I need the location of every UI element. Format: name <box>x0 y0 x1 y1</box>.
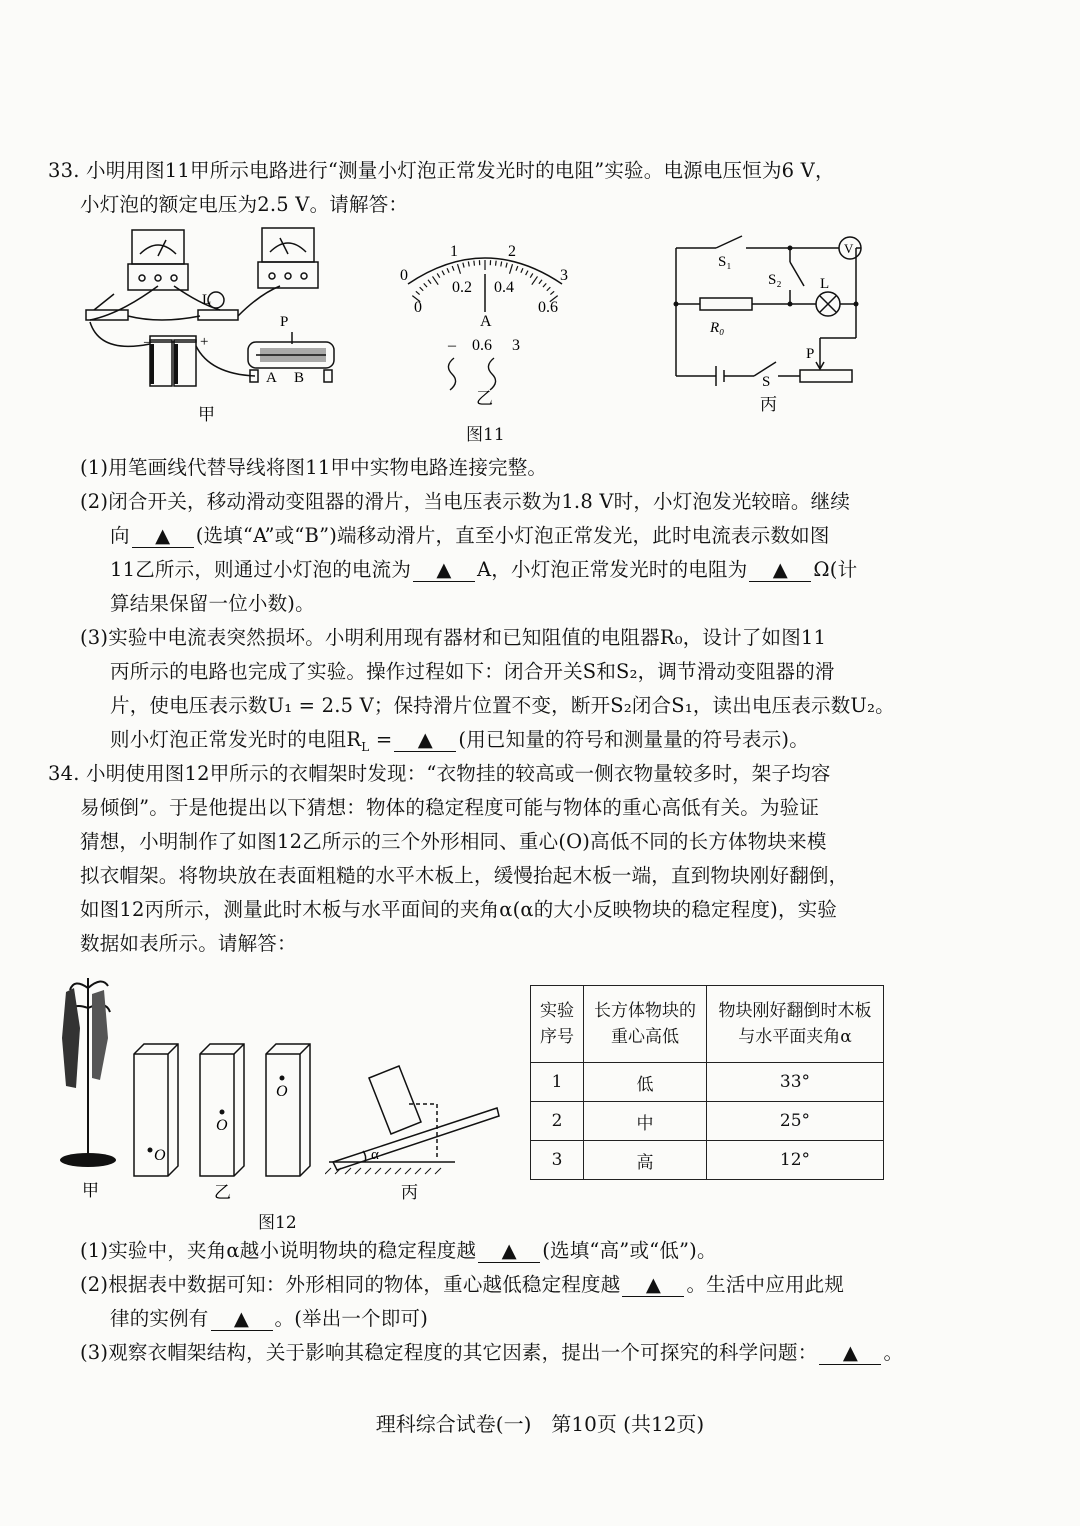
tick-bottom-06: 0.6 <box>538 299 558 316</box>
figure-12-jia-coat-rack <box>52 968 132 1208</box>
label-l: L <box>202 292 212 308</box>
q34-part2-line2 <box>110 1306 428 1332</box>
q33-part3-line4 <box>110 727 809 760</box>
q34-part1-text-b: (选填“高”或“低”)。 <box>542 1239 717 1262</box>
circuit-label-s: S <box>762 374 771 390</box>
q33-blank-4[interactable]: ▲ <box>394 729 456 752</box>
q34-blank-1[interactable]: ▲ <box>478 1240 540 1263</box>
q33-part3-text-a: 则小灯泡正常发光时的电阻R <box>110 728 362 751</box>
q33-part2-line2 <box>110 523 830 549</box>
table-cell-no: 3 <box>531 1141 584 1180</box>
q33-part3-text-b: (用已知量的符号和测量量的符号表示)。 <box>458 728 809 751</box>
figure-11-bing-circuit <box>660 228 870 418</box>
label-plus: + <box>200 334 209 350</box>
dial-tick <box>539 280 542 284</box>
tick-bottom-0: 0 <box>414 299 422 316</box>
table-cell-gravity: 高 <box>584 1141 707 1180</box>
q34-part1-text-a: (1)实验中，夹角α越小说明物块的稳定程度越 <box>80 1239 477 1262</box>
q33-part2-text-a: 向 <box>110 524 130 547</box>
dial-tick <box>437 273 440 277</box>
table-row <box>531 1141 884 1180</box>
fig11-label-bing: 丙 <box>760 395 777 414</box>
q33-part3-line3: 片，使电压表示数U₁ = 2.5 V；保持滑片位置不变，断开S₂闭合S₁，读出电压表示数U₂。 <box>110 694 895 717</box>
q33-blank-2[interactable]: ▲ <box>413 559 475 582</box>
table-cell-angle: 25° <box>707 1102 884 1141</box>
circuit-label-p: P <box>806 346 815 362</box>
table-cell-no: 2 <box>531 1102 584 1141</box>
q33-part3-sub-l: L <box>361 739 370 754</box>
experiment-data-table <box>530 985 884 1180</box>
q34-intro-line4: 拟衣帽架。将物块放在表面粗糙的水平木板上，缓慢抬起木板一端，直到物块刚好翻倒， <box>80 864 849 887</box>
figure-11-caption: 图11 <box>466 425 505 445</box>
table-row <box>531 1063 884 1102</box>
q34-part2-line1 <box>80 1272 844 1298</box>
angle-alpha-label: α <box>371 1147 379 1163</box>
dial-tick <box>428 280 431 284</box>
q34-blank-3[interactable]: ▲ <box>211 1308 273 1331</box>
fig11-label-jia: 甲 <box>198 405 215 424</box>
block-high-o-label: O <box>276 1083 288 1100</box>
table-row <box>531 1102 884 1141</box>
q33-part2-text-d: A，小灯泡正常发光时的电阻为 <box>477 558 748 581</box>
fig12-label-bing: 丙 <box>401 1183 418 1202</box>
q33-blank-1[interactable]: ▲ <box>132 525 194 548</box>
dial-tick <box>463 263 464 268</box>
circuit-label-s1: S₁ <box>718 254 732 270</box>
dial-tick <box>474 261 475 266</box>
dial-tick <box>532 276 538 284</box>
table-header-angle: 物块刚好翻倒时木板与水平面夹角α <box>707 986 884 1063</box>
dial-tick <box>468 262 469 267</box>
dial-tick <box>506 263 507 268</box>
tick-top-2: 2 <box>508 243 516 260</box>
page-footer: 理科综合试卷(一) 第10页 (共12页) <box>375 1412 705 1436</box>
fig12-label-yi: 乙 <box>214 1183 231 1202</box>
q34-part1 <box>80 1238 717 1264</box>
table-cell-no: 1 <box>531 1063 584 1102</box>
dial-tick <box>442 271 444 275</box>
figure-12-bing-tilted-board <box>325 1058 505 1206</box>
dial-tick <box>543 283 546 287</box>
dial-tick <box>424 283 427 287</box>
dial-tick <box>547 287 551 291</box>
table-header-row <box>531 986 884 1063</box>
q33-part2-line3 <box>110 557 857 583</box>
q33-intro-line1: 33. 小明用图11甲所示电路进行“测量小灯泡正常发光时的电阻”实验。电源电压恒为6 V， <box>48 159 835 182</box>
q33-part2-text-c: 11乙所示，则通过小灯泡的电流为 <box>110 558 412 581</box>
block-low-o-label: O <box>154 1147 166 1164</box>
q34-part3-text-b: 。 <box>883 1341 904 1364</box>
dial-tick <box>496 261 497 266</box>
q34-part2-text-a: (2)根据表中数据可知：外形相同的物体，重心越低稳定程度越 <box>80 1273 621 1296</box>
tick-top-0: 0 <box>400 267 408 284</box>
q34-intro-line3: 猜想，小明制作了如图12乙所示的三个外形相同、重心(O)高低不同的长方体物块来模 <box>80 830 827 853</box>
dial-tick <box>447 268 449 273</box>
q33-part2-text-e: Ω(计 <box>813 558 858 581</box>
table-header-no: 实验序号 <box>531 986 584 1063</box>
table-cell-angle: 12° <box>707 1141 884 1180</box>
tick-top-3: 3 <box>560 267 568 284</box>
q33-part3-line1: (3)实验中电流表突然损坏。小明利用现有器材和已知阻值的电阻器R₀，设计了如图11 <box>80 626 827 649</box>
label-p: P <box>280 314 289 330</box>
q34-part3 <box>80 1340 903 1366</box>
dial-tick <box>501 262 502 267</box>
q33-part2-line4: 算结果保留一位小数)。 <box>110 592 315 615</box>
dial-tick <box>510 264 513 274</box>
fig12-label-jia: 甲 <box>82 1181 99 1200</box>
table-cell-gravity: 中 <box>584 1102 707 1141</box>
q34-intro-line6: 数据如表所示。请解答： <box>80 932 297 955</box>
terminal-06: 0.6 <box>472 337 492 354</box>
q33-part3-line2: 丙所示的电路也完成了实验。操作过程如下：闭合开关S和S₂，调节滑动变阻器的滑 <box>110 660 835 683</box>
q34-part3-text-a: (3)观察衣帽架结构，关于影响其稳定程度的其它因素，提出一个可探究的科学问题： <box>80 1341 818 1364</box>
dial-tick <box>550 291 554 294</box>
label-a: A <box>266 370 277 386</box>
q33-part3-eq: = <box>369 728 393 751</box>
q34-blank-4[interactable]: ▲ <box>819 1342 881 1365</box>
q34-blank-2[interactable]: ▲ <box>622 1274 684 1297</box>
dial-tick <box>420 287 424 291</box>
tick-bottom-04: 0.4 <box>494 279 514 296</box>
q33-blank-3[interactable]: ▲ <box>749 559 811 582</box>
figure-11-jia-apparatus <box>80 224 340 429</box>
figure-12-yi-blocks <box>130 1040 320 1205</box>
tick-top-1: 1 <box>450 243 458 260</box>
label-minus: – <box>144 334 152 350</box>
q34-part2-text-c: 律的实例有 <box>110 1307 209 1330</box>
table-cell-gravity: 低 <box>584 1063 707 1102</box>
q34-intro-line5: 如图12丙所示，测量此时木板与水平面间的夹角α(α的大小反映物块的稳定程度)，实验 <box>80 898 838 921</box>
figure-12-caption: 图12 <box>258 1213 297 1233</box>
dial-tick <box>530 273 533 277</box>
dial-tick <box>432 276 438 284</box>
q33-part2-line1: (2)闭合开关，移动滑动变阻器的滑片，当电压表示数为1.8 V时，小灯泡发光较暗。继续 <box>80 490 851 513</box>
q33-intro-line2: 小灯泡的额定电压为2.5 V。请解答： <box>80 193 409 216</box>
dial-tick <box>457 264 460 274</box>
circuit-label-s2: S₂ <box>768 272 782 288</box>
dial-tick <box>452 266 454 271</box>
q33-part2-text-b: (选填“A”或“B”)端移动滑片，直至小灯泡正常发光，此时电流表示数如图 <box>195 524 830 547</box>
q34-part2-text-d: 。(举出一个即可) <box>274 1307 429 1330</box>
dial-tick <box>521 268 523 273</box>
q34-intro-line2: 易倾倒”。于是他提出以下猜想：物体的稳定程度可能与物体的重心高低有关。为验证 <box>80 796 820 819</box>
terminal-minus: – <box>448 337 456 354</box>
label-b: B <box>294 370 305 386</box>
q34-intro-line1: 34. 小明使用图12甲所示的衣帽架时发现：“衣物挂的较高或一侧衣物量较多时，架子均容 <box>48 762 831 785</box>
block-mid-o-label: O <box>216 1117 228 1134</box>
dial-tick <box>516 266 518 271</box>
figure-11-yi-ammeter <box>390 234 580 409</box>
circuit-label-l: L <box>820 276 830 292</box>
tick-bottom-02: 0.2 <box>452 279 472 296</box>
q34-part2-text-b: 。生活中应用此规 <box>686 1273 845 1296</box>
fig11-label-yi: 乙 <box>476 389 493 408</box>
table-cell-angle: 33° <box>707 1063 884 1102</box>
circuit-label-r0: R₀ <box>710 320 725 336</box>
table-header-gravity: 长方体物块的重心高低 <box>584 986 707 1063</box>
dial-tick <box>416 291 420 294</box>
terminal-3: 3 <box>512 337 520 354</box>
circuit-label-v: V <box>844 241 854 256</box>
q33-part1: (1)用笔画线代替导线将图11甲中实物电路连接完整。 <box>80 456 548 479</box>
unit-a: A <box>480 313 492 330</box>
dial-tick <box>526 271 528 275</box>
